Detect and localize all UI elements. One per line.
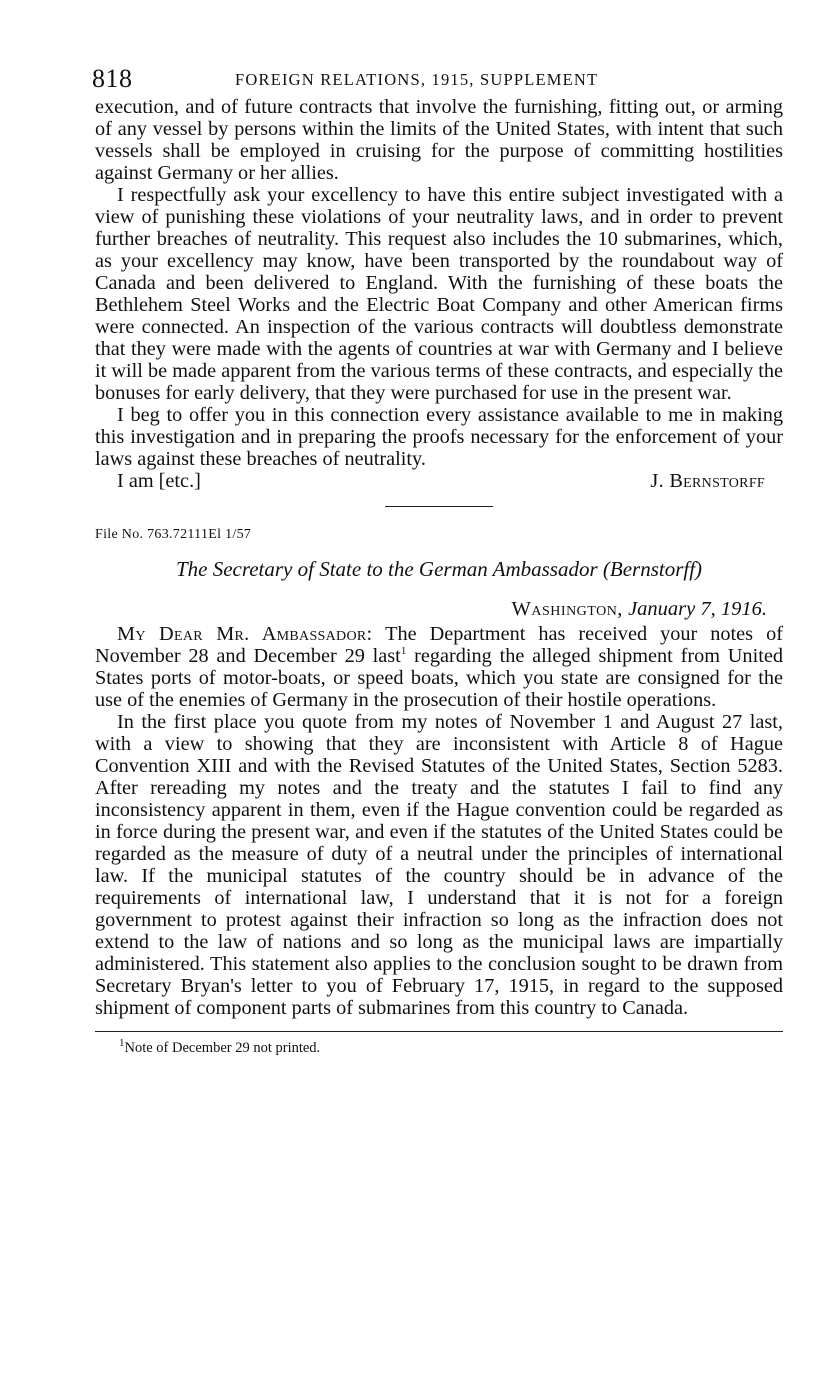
- footnote-marker: 1: [119, 1037, 125, 1050]
- letter1-closing: [95, 470, 783, 494]
- letter2-paragraph-1: [95, 623, 783, 711]
- dateline: [95, 598, 783, 621]
- letter1-paragraph-2: I respectfully ask your excellency to have this entire subject investigated with a view of punishing these violations of your neutrality laws, and in order to prevent further breaches of neutrality. This request also includes the 10 submarines, which, as your excellency may know, have been transported by the roundabout way of Canada and been delivered to England. With the furnishing of these boats the Bethlehem Steel Works and the Electric Boat Company and other American firms were connected. An inspection of the various contracts will doubtless demonstrate that they were made with the agents of countries at war with Germany and I believe it will be made apparent from the various terms of these contracts, and especially the bonuses for early delivery, that they were purchased for use in the present war.: [95, 184, 783, 404]
- complimentary-close: I am [etc.]: [117, 470, 201, 492]
- page: [92, 62, 783, 1057]
- running-header: [92, 62, 783, 96]
- running-title: FOREIGN RELATIONS, 1915, SUPPLEMENT: [235, 70, 599, 89]
- section-divider: [385, 506, 493, 507]
- footnote-text: Note of December 29 not printed.: [124, 1040, 321, 1056]
- signature: J. Bernstorff: [650, 470, 765, 492]
- document-heading: The Secretary of State to the German Ambassador (Bernstorff): [175, 557, 703, 581]
- dateline-place: Washington,: [511, 598, 623, 620]
- salutation: My Dear Mr. Ambassador:: [117, 623, 373, 645]
- footnote-reference: 1: [400, 645, 407, 658]
- file-number: File No. 763.72111El 1/57: [95, 527, 252, 542]
- letter2-paragraph-1-text-b: regarding the alleged shipment from United States ports of motor-boats, or speed boats, which you state are consigned for the use of the enemies of Germany in the prosecution of their hostile operations.: [95, 645, 783, 711]
- footnote: [95, 1037, 783, 1057]
- page-number: 818: [92, 64, 133, 93]
- dateline-date: January 7, 1916.: [628, 598, 767, 620]
- letter1-paragraph-1: execution, and of future contracts that involve the furnishing, fitting out, or arming of any vessel by persons within the limits of the United States, with intent that such vessels shall be employed in cruising for the purpose of committing hostilities against Germany or her allies.: [95, 96, 783, 184]
- letter1-paragraph-3: I beg to offer you in this connection every assistance available to me in making this investigation and in preparing the proofs necessary for the enforcement of your laws against these breaches of neutrality.: [95, 404, 783, 470]
- letter2-paragraph-2: In the first place you quote from my notes of November 1 and August 27 last, with a view to showing that they are inconsistent with Article 8 of Hague Convention XIII and with the Revised Statutes of the United States, Section 5283. After rereading my notes and the treaty and the statutes I fail to find any inconsistency apparent in them, even if the Hague convention could be regarded as in force during the present war, and even if the statutes of the United States could be regarded as the measure of duty of a neutral under the principles of international law. If the municipal statutes of the country should be in advance of the requirements of international law, I understand that it is not for a foreign government to protest against their infraction so long as the infraction does not extend to the law of nations and so long as the municipal laws are impartially administered. This statement also applies to the conclusion sought to be drawn from Secretary Bryan's letter to you of February 17, 1915, in regard to the supposed shipment of component parts of submarines from this country to Canada.: [95, 711, 783, 1019]
- footnote-rule: [95, 1031, 783, 1032]
- letter2-paragraph-1-text-a: The Department has received your notes of November 28 and December 29 last: [95, 623, 783, 667]
